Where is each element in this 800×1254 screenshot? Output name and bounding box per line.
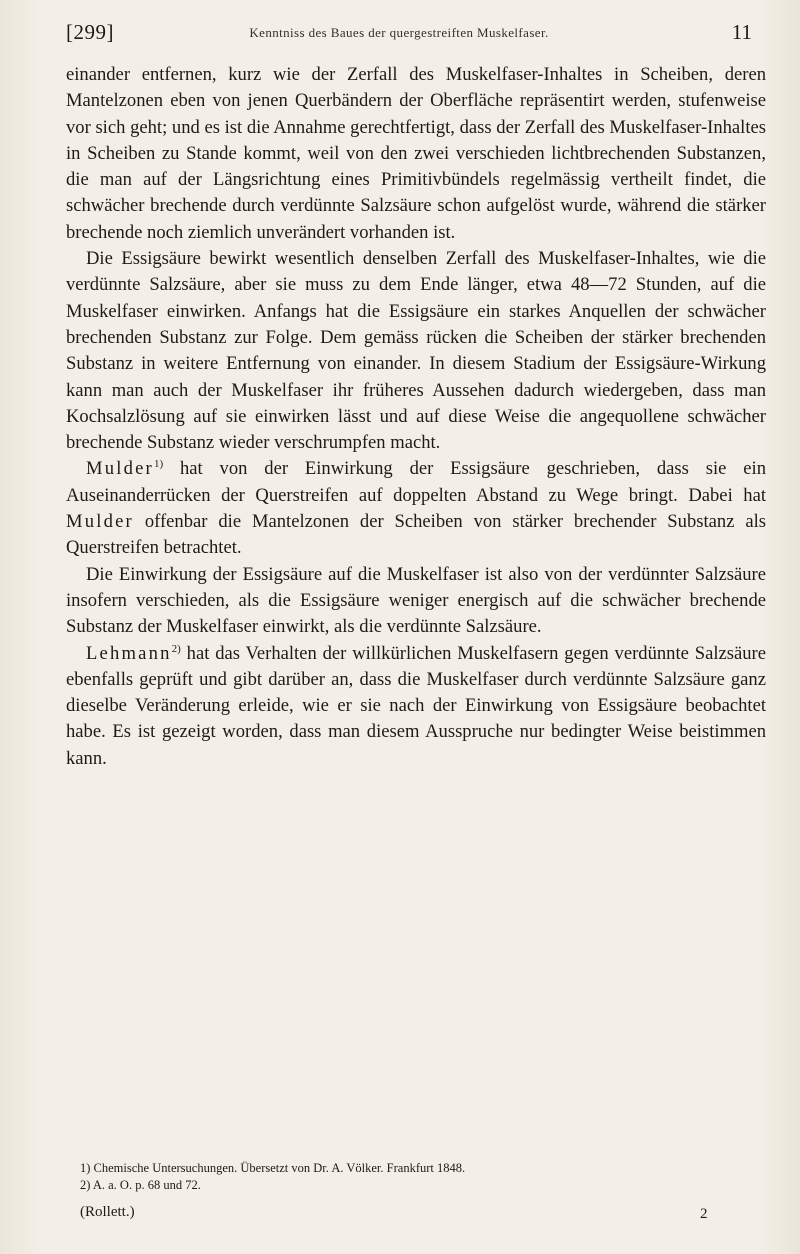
- footnote-ref-2: 2): [171, 642, 181, 655]
- signature-number: 2: [700, 1206, 708, 1222]
- paragraph-4: Die Einwirkung der Essigsäure auf die Muskelfaser ist also von der verdünnter Salzsäure insofern verschieden, als die Essigsäure weniger energisch auf die schwächer brechende Substanz der Muskelfaser einwirkt, als die verdünnte Salzsäure.: [66, 563, 766, 638]
- paragraph-3-text-a: hat von der Einwirkung der Essigsäure geschrieben, dass sie ein Auseinanderrücken der Querstreifen auf doppelten Abstand zu Wege bringt. Dabei hat: [66, 458, 766, 506]
- paragraph-3: [66, 456, 766, 561]
- footnotes: [80, 1160, 750, 1194]
- footnote-2: 2) A. a. O. p. 68 und 72.: [80, 1178, 201, 1192]
- running-header: [66, 20, 752, 50]
- signature-author: (Rollett.): [80, 1204, 135, 1220]
- paragraph-3-text-b: offenbar die Mantelzonen der Scheiben von stärker brechender Substanz als Querstreifen betrachtet.: [66, 511, 766, 559]
- author-lehmann: Lehmann: [86, 642, 172, 664]
- paragraph-2: Die Essigsäure bewirkt wesentlich denselben Zerfall des Muskelfaser-Inhaltes, wie die verdünnte Salzsäure, aber sie muss zu dem Ende länger, etwa 48—72 Stunden, auf die Muskelfaser einwirken. Anfangs hat die Essigsäure ein starkes Anquellen der schwächer brechenden Substanz zur Folge. Dem gemäss rücken die Scheiben der stärker brechenden Substanz in weitere Entfernung von einander. In diesem Stadium der Essigsäure-Wirkung kann man auch der Muskelfaser ihr früheres Aussehen dadurch wiedergeben, dass man Kochsalzlösung auf sie einwirken lässt und auf diese Weise die angequollene schwächer brechende Substanz wieder verschrumpfen macht.: [66, 248, 766, 454]
- footnote-ref-1: 1): [153, 458, 164, 471]
- author-mulder: Mulder: [86, 458, 154, 480]
- author-mulder-2: Mulder: [66, 511, 134, 533]
- page-number: [299]: [66, 20, 114, 44]
- running-title: Kenntniss des Baues der quergestreiften Muskelfaser.: [249, 25, 549, 40]
- footnote-1: 1) Chemische Untersuchungen. Übersetzt von Dr. A. Völker. Frankfurt 1848.: [80, 1161, 466, 1175]
- paragraph-5: [66, 641, 766, 772]
- main-text: [66, 62, 766, 772]
- paragraph-1: einander entfernen, kurz wie der Zerfall des Muskelfaser-Inhaltes in Scheiben, deren Mantelzonen eben von jenen Querbändern der Oberfläche repräsentirt werden, stufenweise vor sich geht; und es ist die Annahme gerechtfertigt, dass der Zerfall des Muskelfaser-Inhaltes in Scheiben zu Stande kommt, weil von den zwei verschieden lichtbrechenden Substanzen, die man auf der Längsrichtung eines Primitivbündels regelmässig vertheilt findet, die schwächer brechende durch verdünnte Salzsäure schon aufgelöst wurde, während die stärker brechende noch ziemlich unverändert vorhanden ist.: [66, 64, 766, 243]
- sheet-number: 11: [731, 20, 752, 44]
- paragraph-5-text: hat das Verhalten der willkürlichen Muskelfasern gegen verdünnte Salzsäure ebenfalls geprüft und gibt darüber an, dass die Muskelfaser durch verdünnte Salzsäure ganz dieselbe Veränderung erleide, wie er sie nach der Einwirkung von Essigsäure beobachtet habe. Es ist gezeigt worden, dass man diesem Ausspruche nur bedingter Weise beistimmen kann.: [66, 642, 766, 769]
